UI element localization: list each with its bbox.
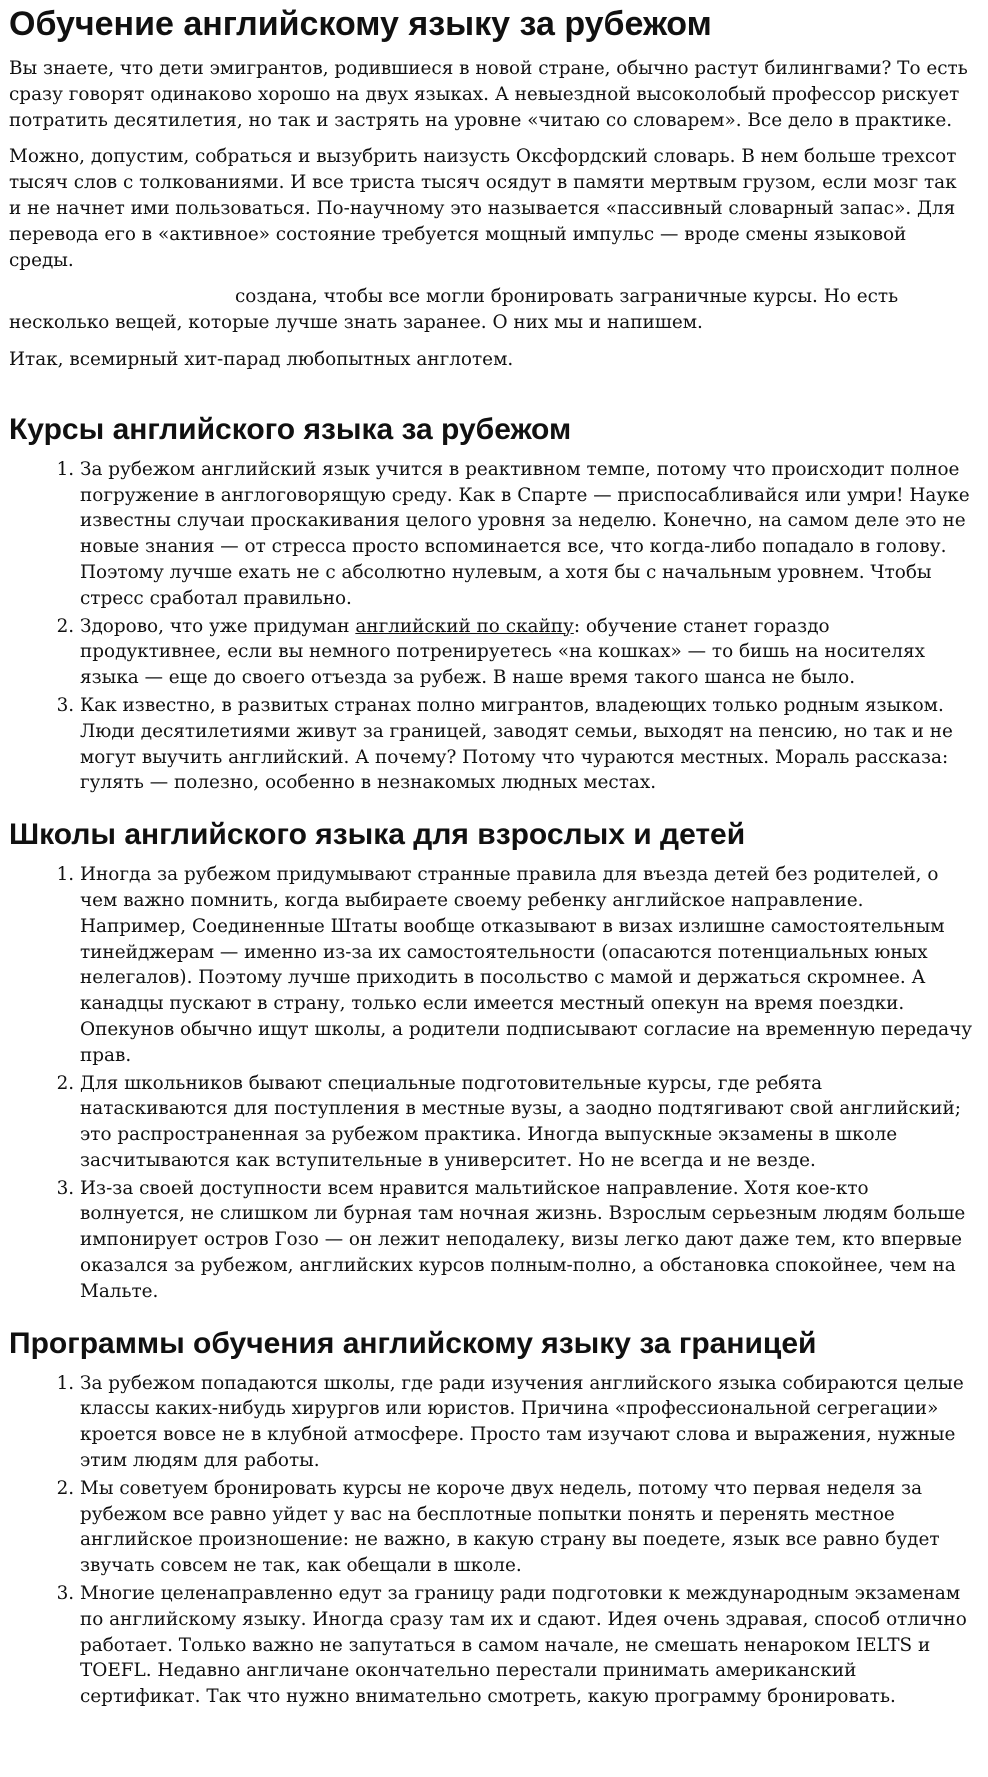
- list-item: 3. Как известно, в развитых странах полно мигрантов, владеющих только родным языком. Люди десятилетиями живут за границей, заводят семьи, выходят на пенсию, но так и не могут выучить английский. А почему? Потому что чураются местных. Мораль рассказа: гулять — полезно, особенно в незнакомых людных местах.: [80, 693, 974, 796]
- list-item: [80, 614, 974, 691]
- intro-paragraph: [9, 284, 974, 336]
- section-list-programs: [9, 1371, 974, 1710]
- list-item: 1. За рубежом попадаются школы, где ради изучения английского языка собираются целые классы каких-нибудь хирургов или юристов. Причина «профессиональной сегрегации» кроется вовсе не в клубной атмосфере. Просто там изучают слова и выражения, нужные этим людям для работы.: [80, 1371, 974, 1474]
- list-item-text: Здорово, что уже придуман: [80, 615, 356, 637]
- list-item: 1. Иногда за рубежом придумывают странные правила для въезда детей без родителей, о чем важно помнить, когда выбираете своему ребенку английское направление. Например, Соединенные Штаты вообще отказывают в визах излишне самостоятельным тинейджерам — именно из-за их самостоятельности (опасаются потенциальных юных нелегалов). Поэтому лучше приходить в посольство с мамой и держаться скромнее. А канадцы пускают в страну, только если имеется местный опекун на время поездки. Опекунов обычно ищут школы, а родители подписывают согласие на временную передачу прав.: [80, 862, 974, 1068]
- list-item: 3. Многие целенаправленно едут за границу ради подготовки к международным экзаменам по английскому языку. Иногда сразу там их и сдают. Идея очень здравая, способ отлично работает. Только важно не запутаться в самом начале, не смешать ненароком IELTS и TOEFL. Недавно англичане окончательно перестали принимать американский сертификат. Так что нужно внимательно смотреть, какую программу бронировать.: [80, 1581, 974, 1710]
- section-heading-programs: Программы обучения английскому языку за границей: [9, 1326, 817, 1360]
- section-heading-courses: Курсы английского языка за рубежом: [9, 412, 572, 446]
- list-item-text: : обучение станет гораздо продуктивнее, если вы немного потренируетесь «на кошках» — то бишь на носителях языка — еще до своего отъезда за рубеж. В наше время такого шанса не было.: [80, 615, 925, 689]
- intro-paragraph: Итак, всемирный хит-парад любопытных англотем.: [9, 348, 514, 370]
- section-list-courses: [9, 457, 974, 796]
- skype-english-link[interactable]: английский по скайпу: [355, 615, 574, 637]
- section-list-schools: [9, 862, 974, 1305]
- list-item: 3. Из-за своей доступности всем нравится мальтийское направление. Хотя кое-кто волнуется, не слишком ли бурная там ночная жизнь. Взрослым серьезным людям больше импонирует остров Гозо — он лежит неподалеку, визы легко дают даже тем, кто впервые оказался за рубежом, английских курсов полным-полно, а обстановка спокойнее, чем на Мальте.: [80, 1176, 974, 1305]
- list-item: 2. Для школьников бывают специальные подготовительные курсы, где ребята натаскиваются для поступления в местные вузы, а заодно подтягивают свой английский; это распространенная за рубежом практика. Иногда выпускные экзамены в школе засчитываются как вступительные в университет. Но не всегда и не везде.: [80, 1071, 974, 1174]
- intro-paragraph-text: создана, чтобы все могли бронировать заграничные курсы. Но есть несколько вещей, которые лучше знать заранее. О них мы и напишем.: [9, 286, 899, 334]
- section-heading-schools: Школы английского языка для взрослых и детей: [9, 818, 746, 852]
- page-title: Обучение английскому языку за рубежом: [9, 5, 712, 43]
- list-item: 2. Мы советуем бронировать курсы не короче двух недель, потому что первая неделя за рубежом все равно уйдет у вас на бесплотные попытки понять и перенять местное английское произношение: не важно, в какую страну вы поедете, язык все равно будет звучать совсем не так, как обещали в школе.: [80, 1476, 974, 1579]
- intro-paragraph: Вы знаете, что дети эмигрантов, родившиеся в новой стране, обычно растут билингвами? То есть сразу говорят одинаково хорошо на двух языках. А невыездной высоколобый профессор рискует потратить десятилетия, но так и застрять на уровне «читаю со словарем». Все дело в практике.: [9, 58, 968, 131]
- intro-paragraph: Можно, допустим, собраться и вызубрить наизусть Оксфордский словарь. В нем больше трехсот тысяч слов с толкованиями. И все триста тысяч осядут в памяти мертвым грузом, если мозг так и не начнет ими пользоваться. По-научному это называется «пассивный словарный запас». Для перевода его в «активное» состояние требуется мощный импульс — вроде смены языковой среды.: [9, 146, 957, 271]
- list-item: 1. За рубежом английский язык учится в реактивном темпе, потому что происходит полное погружение в англоговорящую среду. Как в Спарте — приспосабливайся или умри! Науке известны случаи проскакивания целого уровня за неделю. Конечно, на самом деле это не новые знания — от стресса просто вспоминается все, что когда-либо попадало в голову. Поэтому лучше ехать не с абсолютно нулевым, а хотя бы с начальным уровнем. Чтобы стресс сработал правильно.: [80, 457, 974, 612]
